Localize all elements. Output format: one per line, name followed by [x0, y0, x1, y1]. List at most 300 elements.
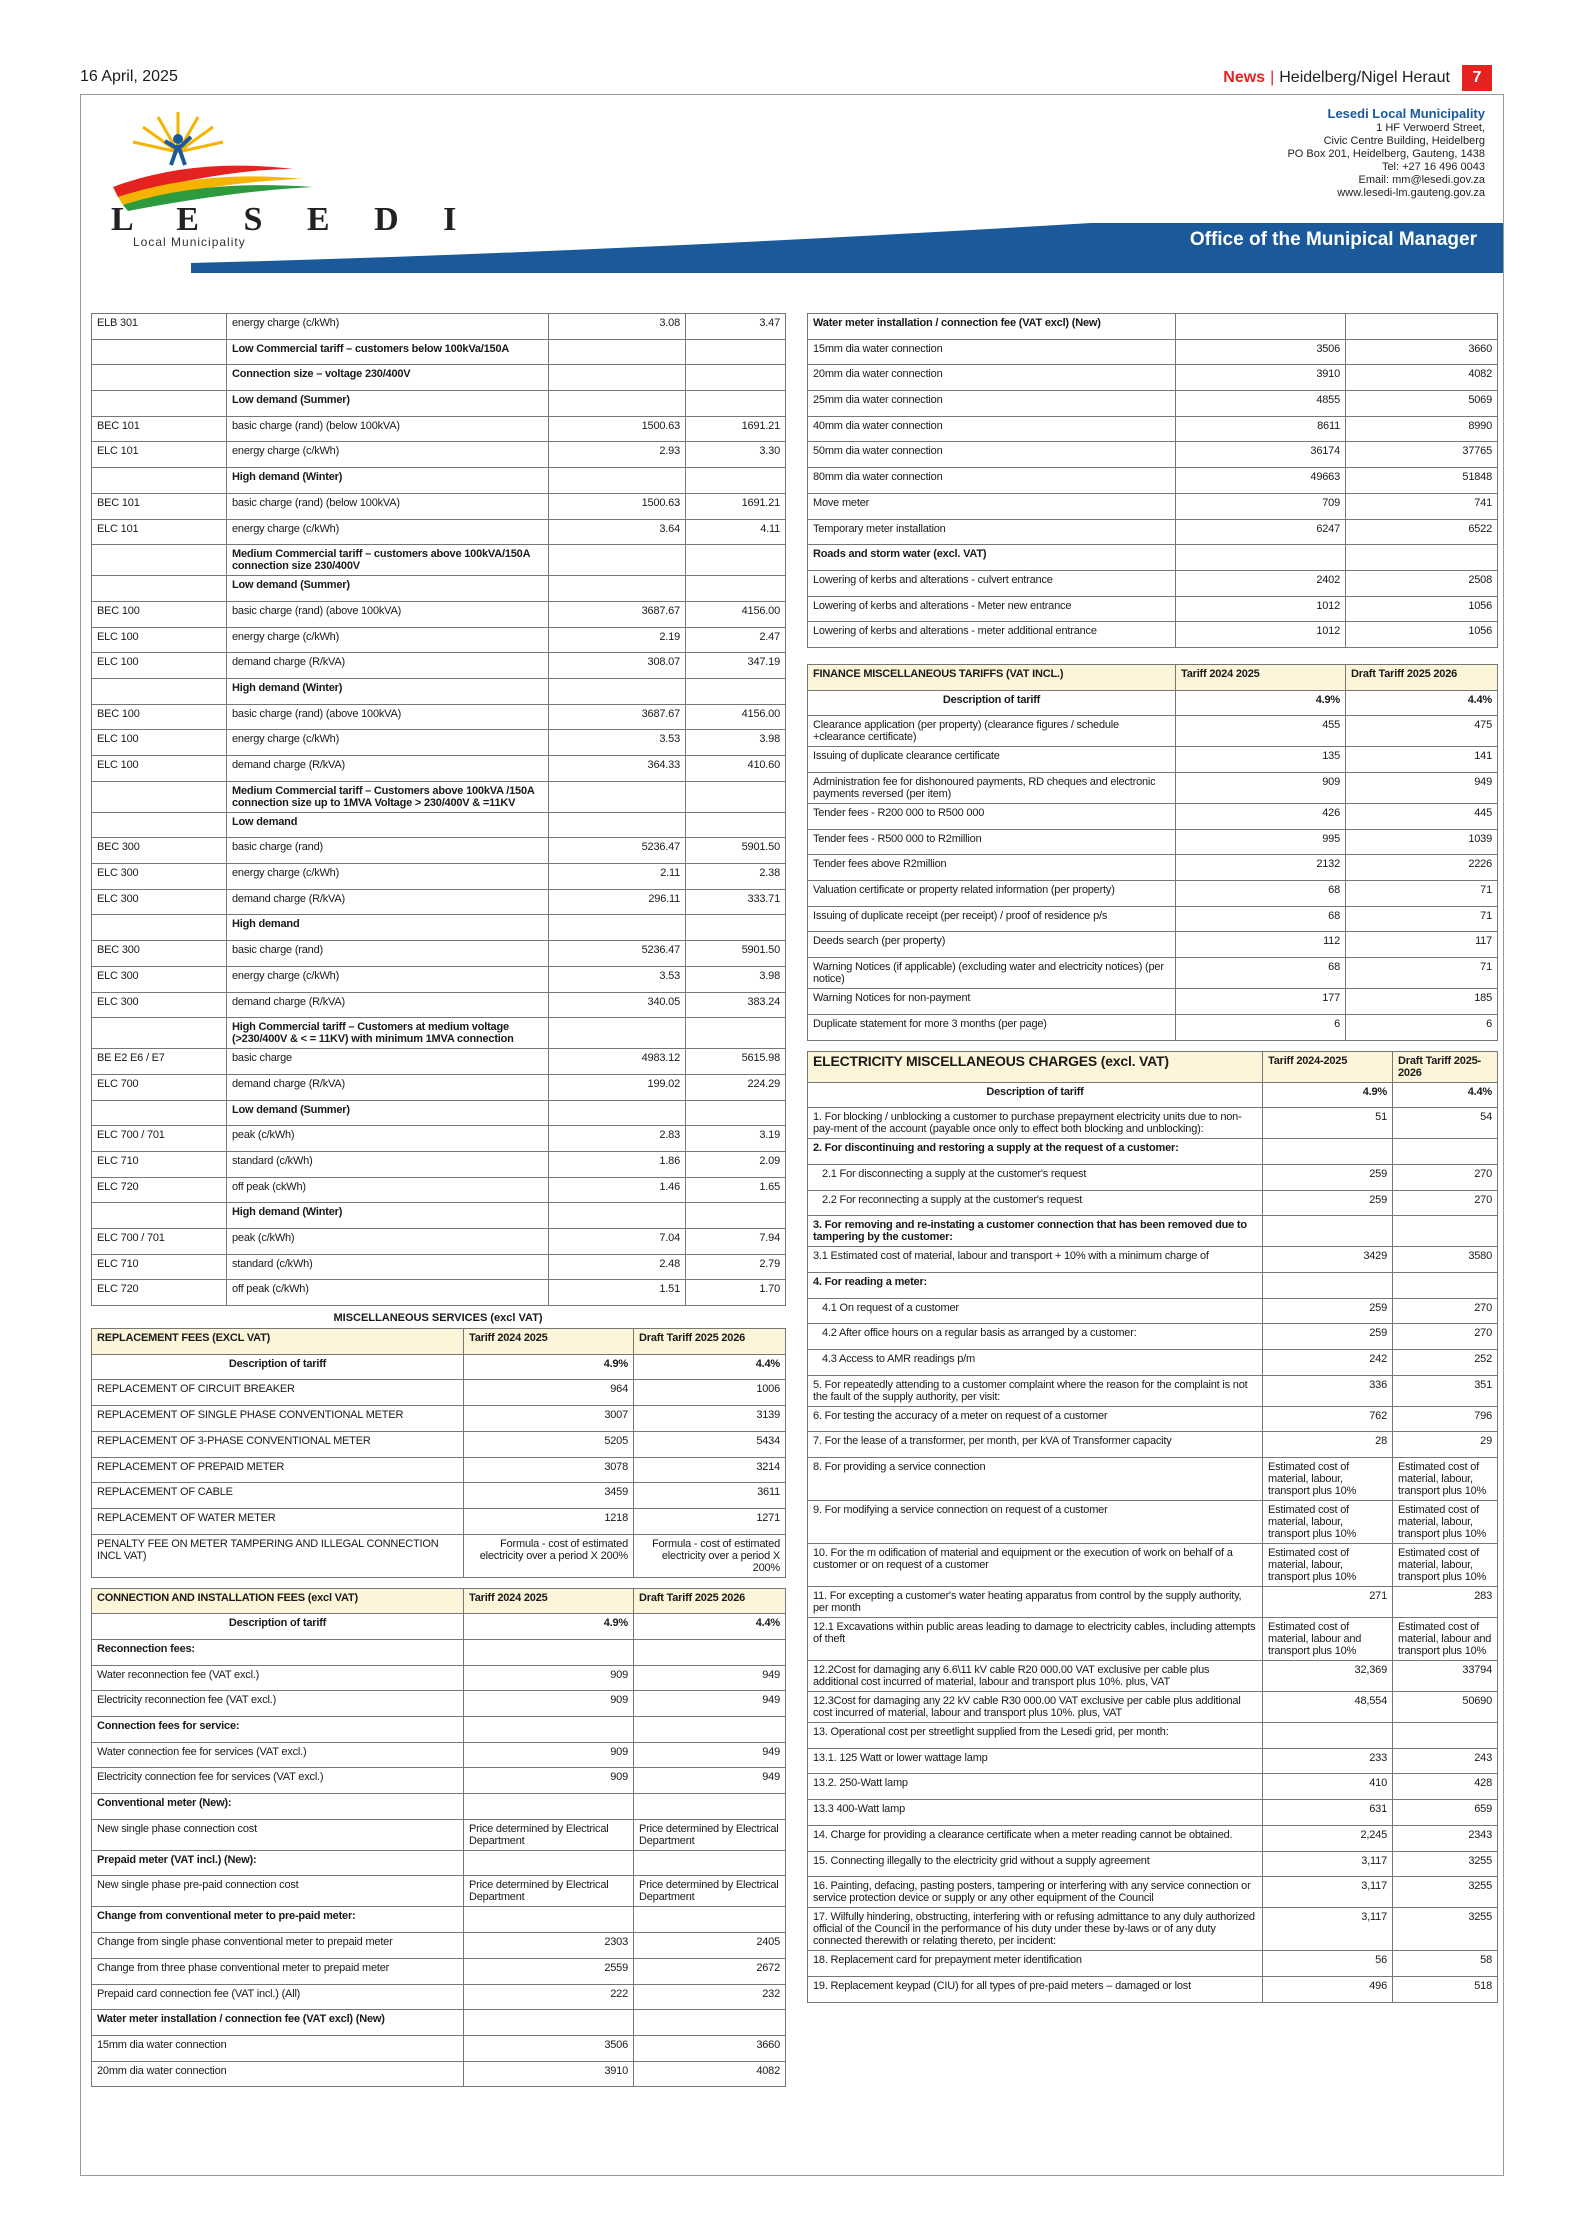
value-2025: 949 [1346, 773, 1498, 804]
table-row [92, 1984, 786, 2010]
table-row [808, 622, 1498, 648]
tariff-2024-value: 1.46 [549, 1177, 686, 1203]
tariff-code [92, 365, 227, 391]
row-description: 13. Operational cost per streetlight supplied from the Lesedi grid, per month: [808, 1723, 1263, 1749]
value-2024: 2,245 [1263, 1825, 1393, 1851]
table-row [808, 747, 1498, 773]
tariff-2025-value [686, 468, 786, 494]
misc-services-title: MISCELLANEOUS SERVICES (excl VAT) [333, 1312, 543, 1325]
connection-fees-table [91, 1588, 786, 2088]
tariff-2025-value: 4156.00 [686, 601, 786, 627]
tariff-description: High demand (Winter) [227, 1203, 549, 1229]
table-row [808, 804, 1498, 830]
table-row [808, 1324, 1498, 1350]
table-row [808, 1908, 1498, 1951]
row-description: REPLACEMENT OF CABLE [92, 1483, 464, 1509]
tariff-row [92, 704, 786, 730]
tariff-2025-value: 383.24 [686, 992, 786, 1018]
tariff-code: ELC 100 [92, 730, 227, 756]
tariff-description: Connection size – voltage 230/400V [227, 365, 549, 391]
tariff-code [92, 1100, 227, 1126]
value-2025: 4082 [1346, 365, 1498, 391]
description-header-row [808, 690, 1498, 716]
row-description: Duplicate statement for more 3 months (per page) [808, 1014, 1176, 1040]
row-description: Lowering of kerbs and alterations - Meter new entrance [808, 596, 1176, 622]
table-row [808, 1544, 1498, 1587]
value-2025: 51848 [1346, 468, 1498, 494]
row-description: Issuing of duplicate receipt (per receipt) / proof of residence p/s [808, 906, 1176, 932]
tariff-2025-value [686, 391, 786, 417]
table-row [808, 1164, 1498, 1190]
row-description: 12.1 Excavations within public areas leading to damage to electricity cables, including attempts of theft [808, 1618, 1263, 1661]
tariff-code: ELC 700 / 701 [92, 1126, 227, 1152]
tariff-code [92, 468, 227, 494]
page-number: 7 [1462, 65, 1492, 91]
value-2024: 68 [1176, 906, 1346, 932]
table-row [92, 1691, 786, 1717]
value-2024 [464, 1717, 634, 1743]
tariff-2024-value: 3.64 [549, 519, 686, 545]
tariff-2025-value: 1691.21 [686, 493, 786, 519]
value-2024: 2132 [1176, 855, 1346, 881]
table-row [808, 1851, 1498, 1877]
tariff-row [92, 519, 786, 545]
increase-2024: 4.9% [1263, 1082, 1393, 1108]
table-row [808, 1298, 1498, 1324]
table-row [92, 1876, 786, 1907]
table-row [92, 1768, 786, 1794]
table-row [808, 1877, 1498, 1908]
tariff-code: ELC 300 [92, 889, 227, 915]
contact-line: Civic Centre Building, Heidelberg [1323, 135, 1485, 147]
tariff-row [92, 730, 786, 756]
increase-2024: 4.9% [464, 1354, 634, 1380]
value-2025: 2508 [1346, 570, 1498, 596]
table-row [808, 1350, 1498, 1376]
replacement-fees-table [91, 1328, 786, 1578]
tariff-code: BEC 100 [92, 704, 227, 730]
tariff-description: standard (c/kWh) [227, 1254, 549, 1280]
value-2025: 1271 [634, 1508, 786, 1534]
table-row [808, 1774, 1498, 1800]
tariff-2025-value: 3.98 [686, 730, 786, 756]
row-description: 12.3Cost for damaging any 22 kV cable R30 000.00 VAT exclusive per cable plus additional cost incurred of material, labour and transport plus 10%. plus, VAT [808, 1692, 1263, 1723]
tariff-2024-value: 5236.47 [549, 838, 686, 864]
value-2024: 56 [1263, 1951, 1393, 1977]
tariff-code [92, 576, 227, 602]
value-2025 [634, 1639, 786, 1665]
value-2024: 3506 [1176, 339, 1346, 365]
value-2024: 909 [1176, 773, 1346, 804]
tariff-2024-value: 7.04 [549, 1229, 686, 1255]
tariff-description: basic charge [227, 1049, 549, 1075]
row-description: Electricity reconnection fee (VAT excl.) [92, 1691, 464, 1717]
value-2024: Price determined by Electrical Department [464, 1819, 634, 1850]
table-row [92, 1850, 786, 1876]
row-description: REPLACEMENT OF CIRCUIT BREAKER [92, 1380, 464, 1406]
tariff-code: BEC 101 [92, 416, 227, 442]
tariff-2025-value [686, 365, 786, 391]
row-description: Reconnection fees: [92, 1639, 464, 1665]
table-row [808, 989, 1498, 1015]
value-2024: 909 [464, 1742, 634, 1768]
table-row [92, 1717, 786, 1743]
value-2025 [1346, 545, 1498, 571]
value-2025: 71 [1346, 958, 1498, 989]
value-2025: 2672 [634, 1958, 786, 1984]
row-description: 15. Connecting illegally to the electricity grid without a supply agreement [808, 1851, 1263, 1877]
tariff-description: basic charge (rand) (below 100kVA) [227, 493, 549, 519]
tariff-description: peak (c/kWh) [227, 1126, 549, 1152]
row-description: Warning Notices for non-payment [808, 989, 1176, 1015]
page-frame [80, 94, 1504, 2176]
tariff-row [92, 1100, 786, 1126]
row-description: 5. For repeatedly attending to a customer complaint where the reason for the complaint is not the fault of the supply authority, per visit: [808, 1375, 1263, 1406]
table-row [808, 1951, 1498, 1977]
row-description: 8. For providing a service connection [808, 1458, 1263, 1501]
value-2025: 3255 [1393, 1851, 1498, 1877]
tariff-2024-value: 364.33 [549, 756, 686, 782]
row-description: Water reconnection fee (VAT excl.) [92, 1665, 464, 1691]
table-row [808, 314, 1498, 340]
tariff-row [92, 1254, 786, 1280]
value-2024 [464, 1639, 634, 1665]
tariff-row [92, 442, 786, 468]
table-header-row [92, 1329, 786, 1355]
value-2024: 6 [1176, 1014, 1346, 1040]
value-2025: 270 [1393, 1324, 1498, 1350]
table-row [808, 958, 1498, 989]
publication-name: Heidelberg/Nigel Heraut [1279, 69, 1450, 86]
tariff-row [92, 1151, 786, 1177]
tariff-2025-value [686, 545, 786, 576]
row-description: 17. Wilfully hindering, obstructing, interfering with or refusing admittance to any duly authorized official of the Council in the performance of his duty under these by-laws or of any duty connected therewith or relating thereto, per incident: [808, 1908, 1263, 1951]
row-description: 4.3 Access to AMR readings p/m [808, 1350, 1263, 1376]
tariff-description: demand charge (R/kVA) [227, 653, 549, 679]
increase-2024: 4.9% [464, 1614, 634, 1640]
tariff-description: energy charge (c/kWh) [227, 519, 549, 545]
tariff-description: standard (c/kWh) [227, 1151, 549, 1177]
row-description: PENALTY FEE ON METER TAMPERING AND ILLEGAL CONNECTION INCL VAT) [92, 1534, 464, 1577]
tariff-2025-value: 224.29 [686, 1074, 786, 1100]
row-description: Prepaid meter (VAT incl.) (New): [92, 1850, 464, 1876]
contact-email[interactable]: Email: mm@lesedi.gov.za [1358, 174, 1485, 186]
tariff-2025-value: 333.71 [686, 889, 786, 915]
table-row [92, 1958, 786, 1984]
row-description: Warning Notices (if applicable) (excluding water and electricity notices) (per notice) [808, 958, 1176, 989]
tariff-2024-header: Tariff 2024 2025 [1176, 664, 1346, 690]
row-description: Administration fee for dishonoured payments, RD cheques and electronic payments reversed (per item) [808, 773, 1176, 804]
tariff-2024-value [549, 339, 686, 365]
tariff-2025-value [686, 812, 786, 838]
value-2024: 259 [1263, 1190, 1393, 1216]
table-row [808, 829, 1498, 855]
value-2024: 2402 [1176, 570, 1346, 596]
tariff-row [92, 627, 786, 653]
table-row [808, 1190, 1498, 1216]
value-2024: 410 [1263, 1774, 1393, 1800]
tariff-row [92, 889, 786, 915]
tariff-2024-value: 3.53 [549, 730, 686, 756]
tariff-2024-value [549, 576, 686, 602]
value-2024: 3910 [1176, 365, 1346, 391]
tariff-description: Low demand (Summer) [227, 576, 549, 602]
tariff-2024-value: 3687.67 [549, 704, 686, 730]
value-2025: 475 [1346, 716, 1498, 747]
tariff-row [92, 493, 786, 519]
row-description: Water connection fee for services (VAT excl.) [92, 1742, 464, 1768]
tariff-row [92, 601, 786, 627]
table-row [808, 519, 1498, 545]
table-row [92, 1819, 786, 1850]
table-row [808, 932, 1498, 958]
value-2024: 48,554 [1263, 1692, 1393, 1723]
table-row [808, 881, 1498, 907]
tariff-2025-value: 1691.21 [686, 416, 786, 442]
tariff-code [92, 339, 227, 365]
row-description: 4.2 After office hours on a regular basis as arranged by a customer: [808, 1324, 1263, 1350]
value-2025: 3214 [634, 1457, 786, 1483]
value-2025: 949 [634, 1665, 786, 1691]
table-row [92, 1742, 786, 1768]
value-2025: Price determined by Electrical Department [634, 1819, 786, 1850]
tariff-2024-value [549, 1100, 686, 1126]
value-2024: 3,117 [1263, 1877, 1393, 1908]
value-2025: 741 [1346, 493, 1498, 519]
table-row [92, 1508, 786, 1534]
value-2024: 1012 [1176, 596, 1346, 622]
table-row [92, 1431, 786, 1457]
tariff-2024-value [549, 678, 686, 704]
tariff-2025-value: 5901.50 [686, 941, 786, 967]
tariff-code: ELC 300 [92, 864, 227, 890]
tariff-2024-value [549, 545, 686, 576]
table-row [92, 1639, 786, 1665]
table-row [92, 1483, 786, 1509]
row-description: 13.3 400-Watt lamp [808, 1800, 1263, 1826]
tariff-2025-value: 4156.00 [686, 704, 786, 730]
left-column [91, 313, 785, 2087]
value-2024: 3,117 [1263, 1908, 1393, 1951]
tariff-2024-value: 1.86 [549, 1151, 686, 1177]
value-2025: 949 [634, 1742, 786, 1768]
value-2025: 58 [1393, 1951, 1498, 1977]
tariff-2024-value [549, 915, 686, 941]
logo-subtitle: Local Municipality [133, 235, 246, 249]
value-2024: 3,117 [1263, 1851, 1393, 1877]
tariff-row [92, 391, 786, 417]
value-2025: 29 [1393, 1432, 1498, 1458]
table-row [808, 1432, 1498, 1458]
value-2025: 3611 [634, 1483, 786, 1509]
value-2025: 252 [1393, 1350, 1498, 1376]
value-2024: 1012 [1176, 622, 1346, 648]
value-2024: 909 [464, 1768, 634, 1794]
tariff-2025-value: 4.11 [686, 519, 786, 545]
tariff-code: BEC 101 [92, 493, 227, 519]
contact-block [1287, 107, 1485, 200]
tariff-description: demand charge (R/kVA) [227, 992, 549, 1018]
tariff-2025-value: 347.19 [686, 653, 786, 679]
right-column [807, 313, 1497, 2003]
tariff-2024-header: Tariff 2024 2025 [464, 1329, 634, 1355]
contact-line: 1 HF Verwoerd Street, [1376, 122, 1485, 134]
value-2025: 71 [1346, 906, 1498, 932]
tariff-description: energy charge (c/kWh) [227, 730, 549, 756]
table-row [808, 365, 1498, 391]
description-header-row [92, 1354, 786, 1380]
value-2024: 242 [1263, 1350, 1393, 1376]
value-2025: 8990 [1346, 416, 1498, 442]
tariff-description: Low demand [227, 812, 549, 838]
row-description: 14. Charge for providing a clearance certificate when a meter reading cannot be obtained. [808, 1825, 1263, 1851]
value-2025 [1393, 1216, 1498, 1247]
tariff-row [92, 314, 786, 340]
table-row [808, 855, 1498, 881]
increase-2024: 4.9% [1176, 690, 1346, 716]
tariff-description: basic charge (rand) (above 100kVA) [227, 704, 549, 730]
tariff-2024-value: 308.07 [549, 653, 686, 679]
table-title: ELECTRICITY MISCELLANEOUS CHARGES (excl. VAT) [808, 1051, 1263, 1082]
tariff-2024-value [549, 391, 686, 417]
row-description: Water meter installation / connection fee (VAT excl) (New) [808, 314, 1176, 340]
value-2024: 3910 [464, 2061, 634, 2087]
value-2025: 3255 [1393, 1908, 1498, 1951]
value-2025 [634, 1850, 786, 1876]
value-2024: 2303 [464, 1933, 634, 1959]
value-2024: 1218 [464, 1508, 634, 1534]
tariff-description: Low demand (Summer) [227, 391, 549, 417]
tariff-code: ELC 100 [92, 627, 227, 653]
value-2024: 222 [464, 1984, 634, 2010]
row-description: 9. For modifying a service connection on request of a customer [808, 1501, 1263, 1544]
office-title: Office of the Munipical Manager [1189, 229, 1477, 250]
value-2025 [1393, 1139, 1498, 1165]
row-description: 15mm dia water connection [92, 2035, 464, 2061]
tariff-row [92, 1177, 786, 1203]
tariff-description: demand charge (R/kVA) [227, 1074, 549, 1100]
value-2024: 51 [1263, 1108, 1393, 1139]
tariff-2025-value: 7.94 [686, 1229, 786, 1255]
tariff-row [92, 468, 786, 494]
value-2025: 796 [1393, 1406, 1498, 1432]
value-2024: 36174 [1176, 442, 1346, 468]
value-2024: 3506 [464, 2035, 634, 2061]
tariff-code [92, 1018, 227, 1049]
table-title: CONNECTION AND INSTALLATION FEES (excl VAT) [92, 1588, 464, 1614]
tariff-row [92, 678, 786, 704]
value-2025: 5069 [1346, 391, 1498, 417]
tariff-row [92, 756, 786, 782]
tariff-description: off peak (ckWh) [227, 1177, 549, 1203]
row-description: Conventional meter (New): [92, 1794, 464, 1820]
masthead-bar [80, 66, 1492, 90]
description-header: Description of tariff [808, 1082, 1263, 1108]
value-2025 [1346, 314, 1498, 340]
tariff-2025-header: Draft Tariff 2025 2026 [1346, 664, 1498, 690]
tariff-description: basic charge (rand) [227, 941, 549, 967]
tariff-code: ELC 101 [92, 519, 227, 545]
table-row [808, 1375, 1498, 1406]
table-row [808, 1216, 1498, 1247]
tariff-2025-value [686, 1203, 786, 1229]
value-2025 [634, 1717, 786, 1743]
tariff-description: demand charge (R/kVA) [227, 756, 549, 782]
value-2025: 428 [1393, 1774, 1498, 1800]
issue-date: 16 April, 2025 [80, 68, 178, 85]
tariff-2024-value [549, 812, 686, 838]
value-2025: 6 [1346, 1014, 1498, 1040]
row-description: 3. For removing and re-instating a customer connection that has been removed due to tampering by the customer: [808, 1216, 1263, 1247]
value-2025: 33794 [1393, 1661, 1498, 1692]
value-2024: 3459 [464, 1483, 634, 1509]
contact-line: Tel: +27 16 496 0043 [1381, 161, 1485, 173]
tariff-row [92, 653, 786, 679]
value-2024: 8611 [1176, 416, 1346, 442]
value-2025: 2226 [1346, 855, 1498, 881]
row-description: 1. For blocking / unblocking a customer to purchase prepayment electricity units due to non-pay-ment of the account (payable once only to effect both blocking and unblocking): [808, 1108, 1263, 1139]
tariff-description: Low demand (Summer) [227, 1100, 549, 1126]
tariff-2025-value: 2.79 [686, 1254, 786, 1280]
tariff-code [92, 545, 227, 576]
value-2025: 5434 [634, 1431, 786, 1457]
tariff-2025-value: 2.38 [686, 864, 786, 890]
table-row [92, 1907, 786, 1933]
tariff-code: BEC 100 [92, 601, 227, 627]
row-description: Clearance application (per property) (clearance figures / schedule +clearance certificate) [808, 716, 1176, 747]
water-fees-table [807, 313, 1498, 648]
tariff-row [92, 966, 786, 992]
row-description: Roads and storm water (excl. VAT) [808, 545, 1176, 571]
value-2025: 54 [1393, 1108, 1498, 1139]
value-2024: 68 [1176, 958, 1346, 989]
contact-website[interactable]: www.lesedi-lm.gauteng.gov.za [1337, 187, 1485, 199]
tariff-2024-value: 1500.63 [549, 493, 686, 519]
value-2024: 49663 [1176, 468, 1346, 494]
table-row [808, 716, 1498, 747]
value-2024 [1263, 1723, 1393, 1749]
table-row [808, 1587, 1498, 1618]
electricity-misc-table [807, 1051, 1498, 2003]
tariff-2025-value: 3.30 [686, 442, 786, 468]
tariff-2025-value [686, 339, 786, 365]
value-2024: 2559 [464, 1958, 634, 1984]
value-2024: Price determined by Electrical Department [464, 1876, 634, 1907]
table-row [92, 1794, 786, 1820]
section-label: News [1223, 69, 1266, 86]
row-description: 3.1 Estimated cost of material, labour and transport + 10% with a minimum charge of [808, 1247, 1263, 1273]
value-2024: 709 [1176, 493, 1346, 519]
increase-2025: 4.4% [1393, 1082, 1498, 1108]
tariff-row [92, 781, 786, 812]
tariff-2024-value [549, 1203, 686, 1229]
tariff-2025-value: 5615.98 [686, 1049, 786, 1075]
tariff-description: High Commercial tariff – Customers at medium voltage (>230/400V & < = 11KV) with minimum 1MVA connection [227, 1018, 549, 1049]
tariff-description: High demand (Winter) [227, 678, 549, 704]
row-description: Connection fees for service: [92, 1717, 464, 1743]
table-row [808, 1406, 1498, 1432]
value-2025: 232 [634, 1984, 786, 2010]
tariff-2025-value [686, 1018, 786, 1049]
value-2024: 909 [464, 1665, 634, 1691]
value-2025: 949 [634, 1691, 786, 1717]
tariff-2025-value: 3.98 [686, 966, 786, 992]
tariff-2024-value [549, 468, 686, 494]
tariff-row [92, 339, 786, 365]
table-row [92, 1665, 786, 1691]
tariff-description: demand charge (R/kVA) [227, 889, 549, 915]
value-2024: 455 [1176, 716, 1346, 747]
